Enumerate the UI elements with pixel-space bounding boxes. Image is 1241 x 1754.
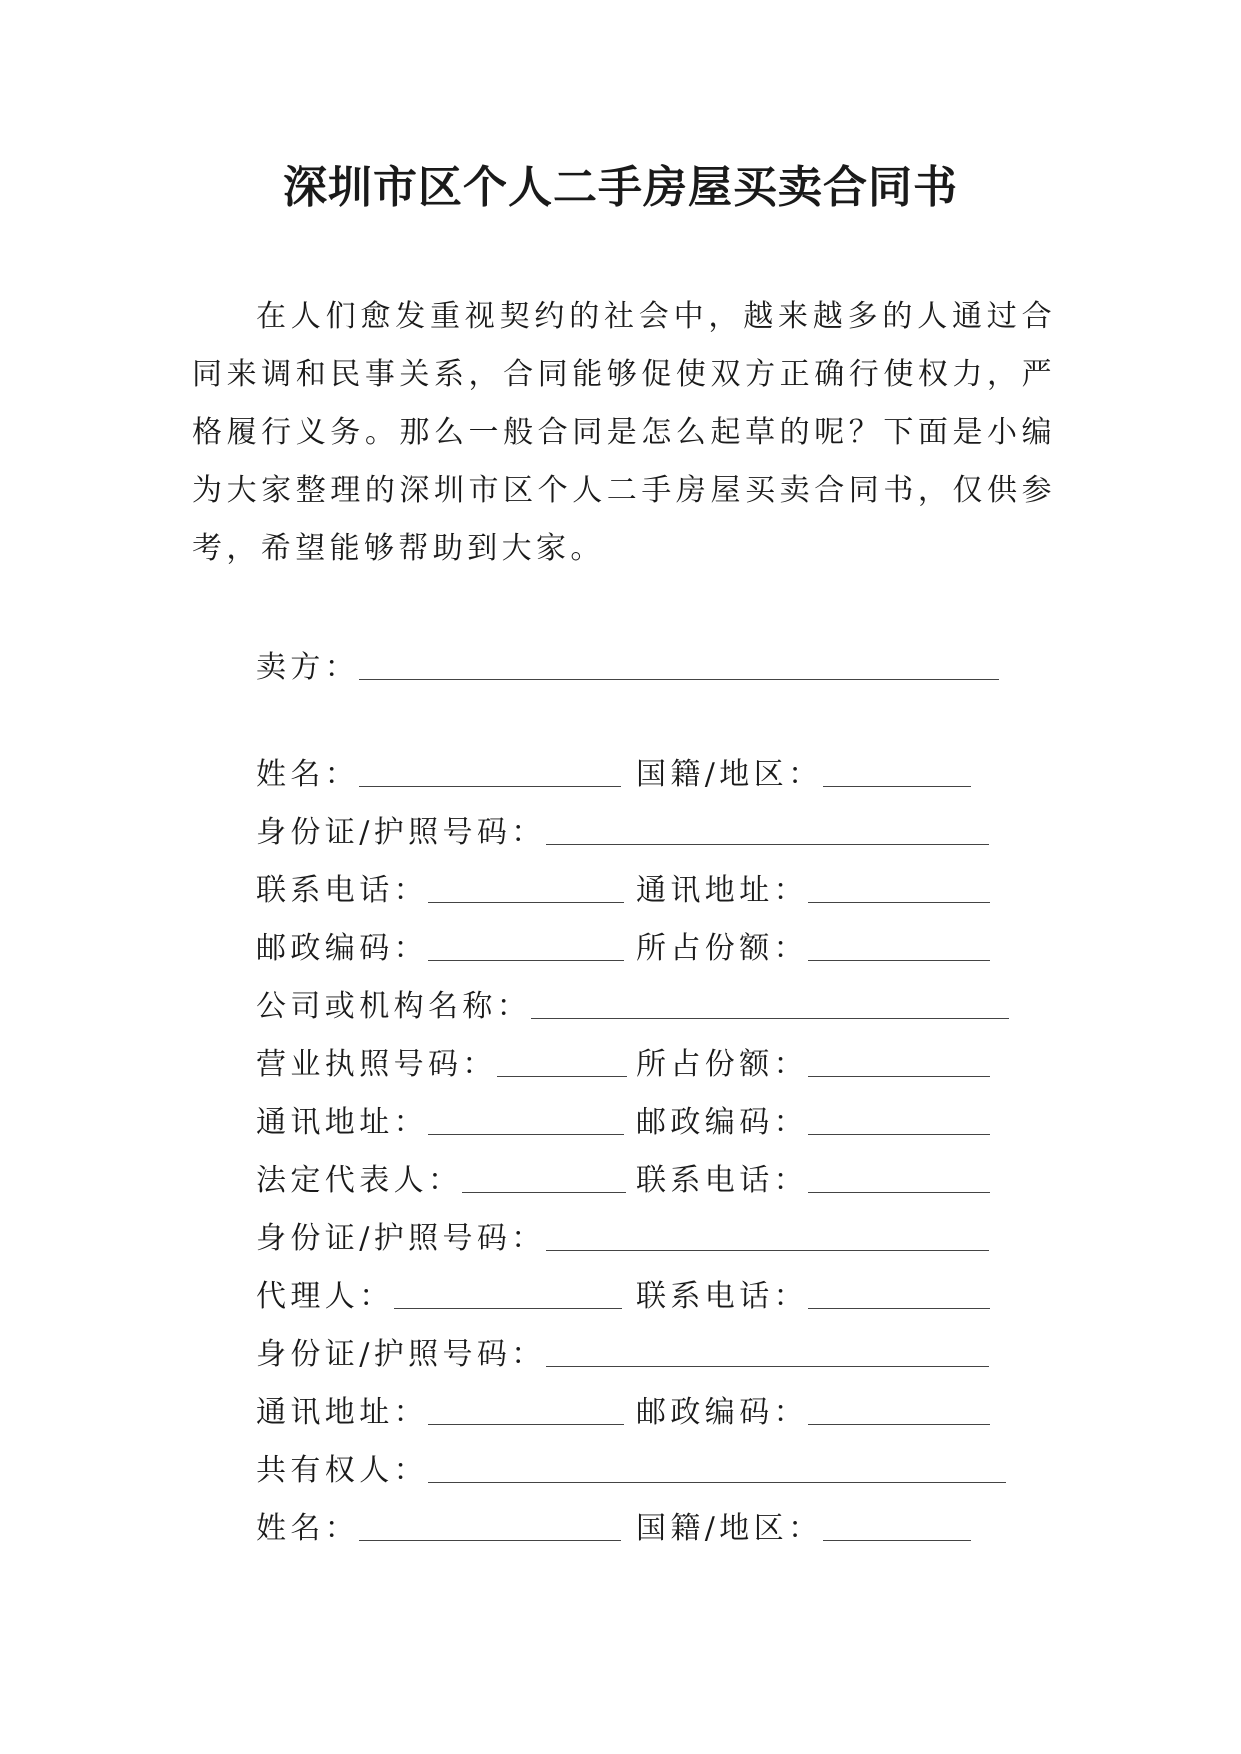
postcode-blank[interactable]	[428, 932, 624, 961]
agent-address-blank[interactable]	[428, 1396, 624, 1425]
share-label: 所占份额：	[636, 931, 808, 966]
co-owner-name-blank[interactable]	[359, 1512, 621, 1541]
company-postcode-label: 邮政编码：	[636, 1105, 808, 1140]
license-label: 营业执照号码：	[256, 1047, 497, 1082]
license-blank[interactable]	[497, 1048, 627, 1077]
seller-blank[interactable]	[359, 651, 999, 680]
company-address-label: 通讯地址：	[256, 1105, 428, 1140]
agent-postcode-row	[636, 1393, 990, 1433]
company-address-blank[interactable]	[428, 1106, 624, 1135]
address-row	[636, 871, 990, 911]
legal-rep-label: 法定代表人：	[256, 1163, 463, 1198]
co-owner-name-label: 姓名：	[256, 1511, 360, 1546]
seller-row	[256, 648, 999, 688]
company-postcode-blank[interactable]	[808, 1106, 990, 1135]
name-label: 姓名：	[256, 757, 360, 792]
name-blank[interactable]	[359, 758, 621, 787]
address-blank[interactable]	[808, 874, 990, 903]
legal-rep-id-label: 身份证/护照号码：	[256, 1221, 546, 1256]
legal-rep-id-row	[256, 1219, 989, 1259]
id-passport-label: 身份证/护照号码：	[256, 815, 546, 850]
legal-rep-blank[interactable]	[462, 1164, 626, 1193]
address-label: 通讯地址：	[636, 873, 808, 908]
phone-row	[256, 871, 624, 911]
agent-postcode-blank[interactable]	[808, 1396, 990, 1425]
agent-id-blank[interactable]	[546, 1338, 989, 1367]
co-owner-row	[256, 1451, 1006, 1491]
legal-rep-phone-row	[636, 1161, 990, 1201]
agent-phone-blank[interactable]	[808, 1280, 990, 1309]
phone-blank[interactable]	[428, 874, 624, 903]
company-name-blank[interactable]	[531, 990, 1009, 1019]
company-postcode-row	[636, 1103, 990, 1143]
company-share-blank[interactable]	[808, 1048, 990, 1077]
nationality-row	[636, 755, 971, 795]
co-owner-label: 共有权人：	[256, 1453, 428, 1488]
postcode-row	[256, 929, 624, 969]
co-owner-nationality-blank[interactable]	[823, 1512, 971, 1541]
legal-rep-phone-blank[interactable]	[808, 1164, 990, 1193]
agent-postcode-label: 邮政编码：	[636, 1395, 808, 1430]
agent-id-label: 身份证/护照号码：	[256, 1337, 546, 1372]
company-share-label: 所占份额：	[636, 1047, 808, 1082]
agent-id-row	[256, 1335, 989, 1375]
company-address-row	[256, 1103, 624, 1143]
id-passport-row	[256, 813, 989, 853]
agent-row	[256, 1277, 622, 1317]
intro-paragraph: 在人们愈发重视契约的社会中，越来越多的人通过合同来调和民事关系，合同能够促使双方正确行使权力，严格履行义务。那么一般合同是怎么起草的呢？下面是小编为大家整理的深圳市区个人二手房屋买卖合同书，仅供参考，希望能够帮助到大家。	[192, 299, 1056, 566]
company-share-row	[636, 1045, 990, 1085]
document-title: 深圳市区个人二手房屋买卖合同书	[283, 162, 958, 213]
phone-label: 联系电话：	[256, 873, 428, 908]
co-owner-nationality-row	[636, 1509, 971, 1549]
agent-address-label: 通讯地址：	[256, 1395, 428, 1430]
agent-phone-label: 联系电话：	[636, 1279, 808, 1314]
agent-phone-row	[636, 1277, 990, 1317]
agent-label: 代理人：	[256, 1279, 394, 1314]
nationality-label: 国籍/地区：	[636, 757, 823, 792]
co-owner-blank[interactable]	[428, 1454, 1006, 1483]
name-row	[256, 755, 621, 795]
legal-rep-row	[256, 1161, 626, 1201]
share-row	[636, 929, 990, 969]
id-passport-blank[interactable]	[546, 816, 989, 845]
seller-label: 卖方：	[256, 650, 360, 685]
agent-blank[interactable]	[394, 1280, 622, 1309]
legal-rep-id-blank[interactable]	[546, 1222, 989, 1251]
co-owner-name-row	[256, 1509, 621, 1549]
license-row	[256, 1045, 627, 1085]
share-blank[interactable]	[808, 932, 990, 961]
agent-address-row	[256, 1393, 624, 1433]
company-name-label: 公司或机构名称：	[256, 989, 532, 1024]
postcode-label: 邮政编码：	[256, 931, 428, 966]
nationality-blank[interactable]	[823, 758, 971, 787]
company-name-row	[256, 987, 1009, 1027]
co-owner-nationality-label: 国籍/地区：	[636, 1511, 823, 1546]
legal-rep-phone-label: 联系电话：	[636, 1163, 808, 1198]
